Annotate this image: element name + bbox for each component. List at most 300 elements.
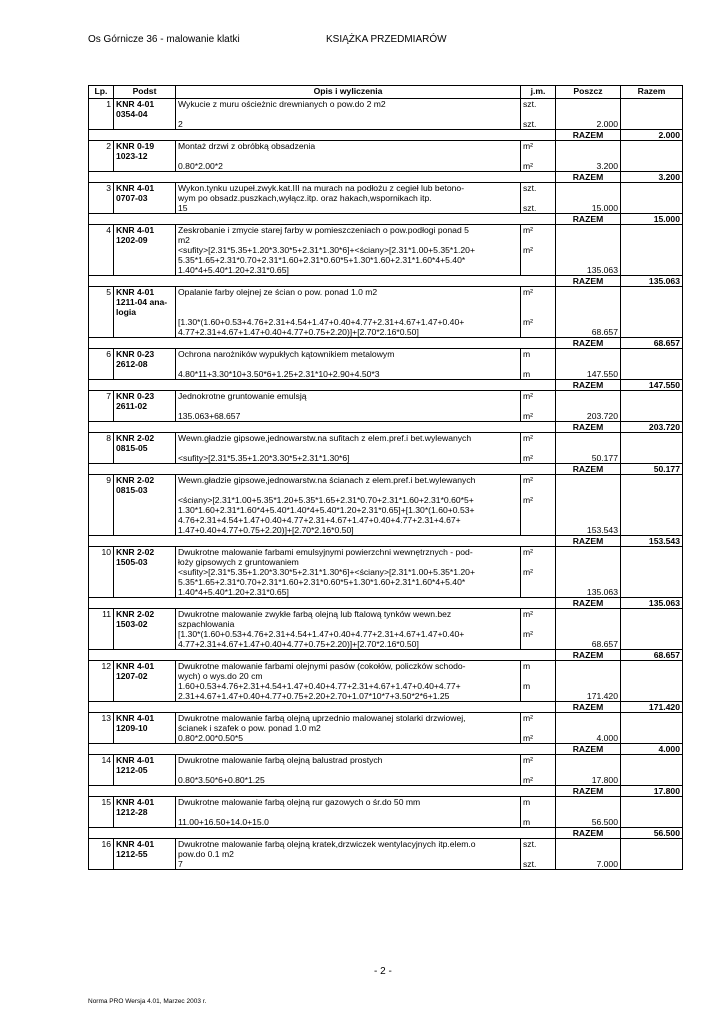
description-line: szpachlowania (178, 619, 235, 629)
item-total-empty (621, 225, 683, 276)
description-line: Dwukrotne malowanie farbą olejną kratek,drzwiczek wentylacyjnych itp.elem.o (178, 839, 476, 849)
item-description (176, 183, 521, 214)
item-number: 11 (89, 609, 114, 650)
description-line: 4.76+2.31+4.54+1.47+0.40+4.77+2.31+4.67+1.47+0.40+4.77+2.31+4.67+ (178, 515, 461, 525)
item-number: 8 (89, 433, 114, 464)
unit-line: m² (523, 547, 534, 557)
item-description (176, 349, 521, 380)
item-description (176, 433, 521, 464)
sum-value: 2.000 (621, 130, 683, 141)
description-line: 4.80*11+3.30*10+3.50*6+1.25+2.31*10+2.90+4.50*3 (178, 369, 380, 379)
sum-value: 15.000 (621, 214, 683, 225)
item-basis: KNR 2-02 1505-03 (114, 547, 176, 598)
item-quantity: 4.000 (556, 713, 621, 744)
table-row (89, 183, 683, 214)
col-header-opis: Opis i wyliczenia (176, 86, 521, 99)
unit-line: m (523, 369, 531, 379)
description-line: Wewn.gładzie gipsowe,jednowarstw.na ścianach z elem.pref.i bet.wylewanych (178, 475, 476, 485)
sum-spacer (89, 338, 556, 349)
item-quantity: 56.500 (556, 797, 621, 828)
item-description (176, 391, 521, 422)
description-line: Dwukrotne malowanie zwykłe farbą olejną lub ftalową tynków wewn.bez (178, 609, 452, 619)
sum-row (89, 422, 683, 433)
item-total-empty (621, 391, 683, 422)
description-line: 11.00+16.50+14.0+15.0 (178, 817, 269, 827)
sum-label: RAZEM (556, 744, 621, 755)
item-total-empty (621, 475, 683, 536)
table-body (89, 99, 683, 870)
item-quantity: 153.543 (556, 475, 621, 536)
description-line: Dwukrotne malowanie farbą olejną balustrad prostych (178, 755, 383, 765)
sum-spacer (89, 598, 556, 609)
unit-line (523, 443, 553, 453)
item-unit (521, 713, 556, 744)
item-number: 14 (89, 755, 114, 786)
table-row (89, 797, 683, 828)
item-number: 4 (89, 225, 114, 276)
unit-line (523, 307, 553, 317)
unit-line: m (523, 349, 531, 359)
description-line: 5.35*1.65+2.31*0.70+2.31*1.60+2.31*0.60*5+1.30*1.60+2.31*1.60*4+5.40* (178, 255, 466, 265)
item-quantity: 15.000 (556, 183, 621, 214)
sum-label: RAZEM (556, 214, 621, 225)
sum-value: 203.720 (621, 422, 683, 433)
description-line: [1.30*(1.60+0.53+4.76+2.31+4.54+1.47+0.40+4.77+2.31+4.67+1.47+0.40+ (178, 317, 465, 327)
description-line: 2.31+4.67+1.47+0.40+4.77+0.75+2.20+2.70+1.07*10*7+3.50*2*6+1.25 (178, 691, 450, 701)
sum-value: 68.657 (621, 650, 683, 661)
item-basis: KNR 4-01 1207-02 (114, 661, 176, 702)
item-total-empty (621, 99, 683, 130)
sum-spacer (89, 464, 556, 475)
sum-row (89, 744, 683, 755)
unit-line: m (523, 817, 531, 827)
unit-line: m (523, 681, 531, 691)
unit-line: m² (523, 161, 534, 171)
unit-line: szt. (523, 859, 537, 869)
unit-line: m² (523, 433, 534, 443)
sum-value: 135.063 (621, 598, 683, 609)
unit-line (523, 557, 553, 567)
description-line: 1.40*4+5.40*1.20+2.31*0.65] (178, 265, 289, 275)
item-number: 1 (89, 99, 114, 130)
sum-label: RAZEM (556, 130, 621, 141)
sum-label: RAZEM (556, 702, 621, 713)
table-row (89, 661, 683, 702)
description-line (178, 307, 518, 317)
sum-row (89, 172, 683, 183)
item-unit (521, 183, 556, 214)
item-quantity: 147.550 (556, 349, 621, 380)
unit-line (523, 619, 553, 629)
sum-label: RAZEM (556, 536, 621, 547)
sum-value: 17.800 (621, 786, 683, 797)
sum-row (89, 338, 683, 349)
item-unit (521, 661, 556, 702)
sum-row (89, 650, 683, 661)
col-header-podst: Podst (114, 86, 176, 99)
item-unit (521, 99, 556, 130)
description-line: 1.47+0.40+4.77+0.75+2.20)]+[2.70*2.16*0.50] (178, 525, 354, 535)
sum-label: RAZEM (556, 598, 621, 609)
sum-value: 171.420 (621, 702, 683, 713)
description-line: Wykon.tynku uzupeł.zwyk.kat.III na murach na podłożu z cegieł lub betono- (178, 183, 465, 193)
description-line: <sufity>[2.31*5.35+1.20*3.30*5+2.31*1.30*6]+<ściany>[2.31*1.00+5.35*1.20+ (178, 567, 475, 577)
unit-line (523, 265, 553, 275)
unit-line (523, 765, 553, 775)
item-quantity: 68.657 (556, 609, 621, 650)
sum-spacer (89, 702, 556, 713)
sum-label: RAZEM (556, 464, 621, 475)
description-line (178, 765, 518, 775)
sum-row (89, 214, 683, 225)
description-line: Opalanie farby olejnej ze ścian o pow. ponad 1.0 m2 (178, 287, 378, 297)
item-description (176, 141, 521, 172)
item-description (176, 661, 521, 702)
description-line (178, 443, 518, 453)
sum-value: 153.543 (621, 536, 683, 547)
item-basis: KNR 4-01 1212-28 (114, 797, 176, 828)
item-quantity: 7.000 (556, 839, 621, 870)
table-row (89, 391, 683, 422)
sum-spacer (89, 380, 556, 391)
item-number: 3 (89, 183, 114, 214)
description-line: 7 (178, 859, 183, 869)
description-line: Zeskrobanie i zmycie starej farby w pomieszczeniach o pow.podłogi ponad 5 (178, 225, 469, 235)
unit-line: szt. (523, 839, 537, 849)
item-basis: KNR 4-01 0354-04 (114, 99, 176, 130)
item-unit (521, 391, 556, 422)
description-line: <sufity>[2.31*5.35+1.20*3.30*5+2.31*1.30*6]+<ściany>[2.31*1.00+5.35*1.20+ (178, 245, 475, 255)
item-quantity: 2.000 (556, 99, 621, 130)
description-line (178, 359, 518, 369)
description-line: [1.30*(1.60+0.53+4.76+2.31+4.54+1.47+0.40+4.77+2.31+4.67+1.47+0.40+ (178, 629, 465, 639)
unit-line (523, 193, 553, 203)
description-line: Jednokrotne gruntowanie emulsją (178, 391, 307, 401)
table-row (89, 713, 683, 744)
description-line: ścianek i szafek o pow. ponad 1.0 m2 (178, 723, 321, 733)
item-number: 2 (89, 141, 114, 172)
item-quantity: 17.800 (556, 755, 621, 786)
unit-line (523, 401, 553, 411)
sum-spacer (89, 276, 556, 287)
unit-line (523, 525, 553, 535)
unit-line (523, 297, 553, 307)
description-line: Ochrona narożników wypukłych kątownikiem metalowym (178, 349, 395, 359)
table-row (89, 433, 683, 464)
unit-line: m² (523, 287, 534, 297)
description-line: 4.77+2.31+4.67+1.47+0.40+4.77+0.75+2.20)]+[2.70*2.16*0.50] (178, 639, 419, 649)
description-line: 0.80*2.00*0.50*5 (178, 733, 243, 743)
item-description (176, 225, 521, 276)
item-unit (521, 349, 556, 380)
table-header-row (89, 86, 683, 99)
sum-value: 68.657 (621, 338, 683, 349)
item-description (176, 287, 521, 338)
sum-label: RAZEM (556, 172, 621, 183)
item-basis: KNR 2-02 0815-03 (114, 475, 176, 536)
col-header-jm: j.m. (521, 86, 556, 99)
unit-line: szt. (523, 203, 537, 213)
item-basis: KNR 2-02 0815-05 (114, 433, 176, 464)
unit-line: szt. (523, 99, 537, 109)
item-unit (521, 839, 556, 870)
sum-spacer (89, 828, 556, 839)
sum-label: RAZEM (556, 786, 621, 797)
sum-label: RAZEM (556, 422, 621, 433)
unit-line (523, 359, 553, 369)
unit-line: m² (523, 411, 534, 421)
sum-value: 4.000 (621, 744, 683, 755)
description-line: wych) o wys.do 20 cm (178, 671, 263, 681)
item-basis: KNR 4-01 1212-55 (114, 839, 176, 870)
description-line: Wewn.gładzie gipsowe,jednowarstw.na sufitach z elem.pref.i bet.wylewanych (178, 433, 472, 443)
item-basis: KNR 4-01 1209-10 (114, 713, 176, 744)
description-line: <sufity>[2.31*5.35+1.20*3.30*5+2.31*1.30*6] (178, 453, 350, 463)
sum-spacer (89, 536, 556, 547)
sum-row (89, 536, 683, 547)
item-unit (521, 141, 556, 172)
sum-value: 56.500 (621, 828, 683, 839)
page-number: - 2 - (374, 966, 392, 977)
unit-line: m² (523, 453, 534, 463)
table-row (89, 547, 683, 598)
unit-line (523, 691, 553, 701)
sum-row (89, 702, 683, 713)
item-description (176, 755, 521, 786)
unit-line (523, 151, 553, 161)
sum-label: RAZEM (556, 650, 621, 661)
item-basis: KNR 4-01 1211-04 ana- logia (114, 287, 176, 338)
description-line: Dwukrotne malowanie farbą olejną uprzednio malowanej stolarki drzwiowej, (178, 713, 466, 723)
item-description (176, 99, 521, 130)
table-row (89, 141, 683, 172)
description-line: Dwukrotne malowanie farbami olejnymi pasów (cokołów, policzków schodo- (178, 661, 466, 671)
description-line: wym po obsadz.puszkach,wyłącz.itp. oraz hakach,wspornikach itp. (178, 193, 432, 203)
unit-line: m² (523, 475, 534, 485)
description-line (178, 297, 518, 307)
unit-line: szt. (523, 183, 537, 193)
description-line: m2 (178, 235, 190, 245)
sum-spacer (89, 172, 556, 183)
item-basis: KNR 0-23 2611-02 (114, 391, 176, 422)
item-unit (521, 475, 556, 536)
unit-line (523, 109, 553, 119)
unit-line (523, 671, 553, 681)
item-basis: KNR 2-02 1503-02 (114, 609, 176, 650)
item-description (176, 547, 521, 598)
description-line (178, 485, 518, 495)
unit-line: m (523, 661, 531, 671)
item-unit (521, 433, 556, 464)
sum-label: RAZEM (556, 380, 621, 391)
unit-line (523, 639, 553, 649)
estimate-table (88, 85, 683, 870)
description-line: 1.40*4+5.40*1.20+2.31*0.65] (178, 587, 289, 597)
col-header-razem: Razem (621, 86, 683, 99)
item-description (176, 475, 521, 536)
item-basis: KNR 0-23 2612-08 (114, 349, 176, 380)
item-number: 10 (89, 547, 114, 598)
description-line: <ściany>[2.31*1.00+5.35*1.20+5.35*1.65+2.31*0.70+2.31*1.60+2.31*0.60*5+ (178, 495, 474, 505)
unit-line: m² (523, 609, 534, 619)
unit-line (523, 577, 553, 587)
description-line: 135.063+68.657 (178, 411, 241, 421)
item-unit (521, 225, 556, 276)
item-quantity: 135.063 (556, 547, 621, 598)
description-line: łoży gipsowych z gruntowaniem (178, 557, 299, 567)
unit-line: m² (523, 629, 534, 639)
item-number: 5 (89, 287, 114, 338)
sum-spacer (89, 786, 556, 797)
item-basis: KNR 0-19 1023-12 (114, 141, 176, 172)
unit-line (523, 235, 553, 245)
unit-line: m² (523, 225, 534, 235)
description-line: Montaż drzwi z obróbką obsadzenia (178, 141, 316, 151)
sum-row (89, 130, 683, 141)
item-quantity: 68.657 (556, 287, 621, 338)
item-number: 13 (89, 713, 114, 744)
unit-line: m² (523, 245, 534, 255)
unit-line (523, 849, 553, 859)
item-description (176, 839, 521, 870)
description-line: 2 (178, 119, 183, 129)
unit-line: m² (523, 567, 534, 577)
unit-line: m² (523, 317, 534, 327)
unit-line (523, 515, 553, 525)
sum-row (89, 786, 683, 797)
table-row (89, 99, 683, 130)
table-row (89, 839, 683, 870)
item-quantity: 50.177 (556, 433, 621, 464)
item-number: 7 (89, 391, 114, 422)
sum-value: 50.177 (621, 464, 683, 475)
unit-line: m² (523, 391, 534, 401)
sum-label: RAZEM (556, 338, 621, 349)
unit-line: m² (523, 713, 534, 723)
unit-line: m² (523, 495, 534, 505)
item-description (176, 797, 521, 828)
sum-spacer (89, 422, 556, 433)
sum-value: 3.200 (621, 172, 683, 183)
sum-spacer (89, 130, 556, 141)
col-header-lp: Lp. (89, 86, 114, 99)
item-description (176, 609, 521, 650)
sum-spacer (89, 744, 556, 755)
section-title: KSIĄŻKA PRZEDMIARÓW (326, 34, 447, 45)
item-number: 16 (89, 839, 114, 870)
item-number: 9 (89, 475, 114, 536)
item-total-empty (621, 755, 683, 786)
unit-line (523, 807, 553, 817)
sum-row (89, 464, 683, 475)
description-line: 4.77+2.31+4.67+1.47+0.40+4.77+0.75+2.20)]+[2.70*2.16*0.50] (178, 327, 419, 337)
description-line: pow.do 0.1 m2 (178, 849, 234, 859)
sum-spacer (89, 214, 556, 225)
unit-line (523, 587, 553, 597)
item-total-empty (621, 661, 683, 702)
footer-note: Norma PRO Wersja 4.01, Marzec 2003 r. (88, 998, 207, 1005)
item-total-empty (621, 141, 683, 172)
table-row (89, 287, 683, 338)
col-header-poszcz: Poszcz (556, 86, 621, 99)
sum-value: 135.063 (621, 276, 683, 287)
item-description (176, 713, 521, 744)
description-line: 15 (178, 203, 188, 213)
unit-line: m² (523, 733, 534, 743)
item-quantity: 3.200 (556, 141, 621, 172)
item-total-empty (621, 349, 683, 380)
table-row (89, 475, 683, 536)
description-line: 5.35*1.65+2.31*0.70+2.31*1.60+2.31*0.60*5+1.30*1.60+2.31*1.60*4+5.40* (178, 577, 466, 587)
description-line (178, 401, 518, 411)
description-line (178, 109, 518, 119)
table-row (89, 225, 683, 276)
item-unit (521, 797, 556, 828)
item-total-empty (621, 797, 683, 828)
item-number: 6 (89, 349, 114, 380)
item-total-empty (621, 609, 683, 650)
description-line: 0.80*2.00*2 (178, 161, 223, 171)
item-quantity: 135.063 (556, 225, 621, 276)
item-number: 15 (89, 797, 114, 828)
item-basis: KNR 4-01 1212-05 (114, 755, 176, 786)
description-line: Dwukrotne malowanie farbami emulsyjnymi powierzchni wewnętrznych - pod- (178, 547, 473, 557)
sum-row (89, 380, 683, 391)
unit-line (523, 485, 553, 495)
description-line: Wykucie z muru ościeżnic drewnianych o pow.do 2 m2 (178, 99, 386, 109)
sum-label: RAZEM (556, 828, 621, 839)
document-title: Os Górnicze 36 - malowanie klatki (88, 34, 240, 45)
description-line (178, 151, 518, 161)
table-row (89, 349, 683, 380)
unit-line: m (523, 797, 531, 807)
table-row (89, 755, 683, 786)
table-row (89, 609, 683, 650)
item-total-empty (621, 839, 683, 870)
description-line: 1.30*1.60+2.31*1.60*4+5.40*1.40*4+5.40*1.20+2.31*0.65]+[1.30*(1.60+0.53+ (178, 505, 475, 515)
description-line: Dwukrotne malowanie farbą olejną rur gazowych o śr.do 50 mm (178, 797, 421, 807)
item-unit (521, 547, 556, 598)
unit-line: m² (523, 141, 534, 151)
sum-spacer (89, 650, 556, 661)
item-unit (521, 287, 556, 338)
unit-line (523, 505, 553, 515)
item-unit (521, 755, 556, 786)
item-basis: KNR 4-01 1202-09 (114, 225, 176, 276)
item-number: 12 (89, 661, 114, 702)
unit-line (523, 327, 553, 337)
unit-line (523, 723, 553, 733)
description-line: 1.60+0.53+4.76+2.31+4.54+1.47+0.40+4.77+2.31+4.67+1.47+0.40+4.77+ (178, 681, 461, 691)
unit-line (523, 255, 553, 265)
item-total-empty (621, 183, 683, 214)
item-total-empty (621, 433, 683, 464)
sum-row (89, 276, 683, 287)
unit-line: szt. (523, 119, 537, 129)
item-basis: KNR 4-01 0707-03 (114, 183, 176, 214)
sum-row (89, 598, 683, 609)
sum-value: 147.550 (621, 380, 683, 391)
description-line (178, 807, 518, 817)
unit-line: m² (523, 775, 534, 785)
item-quantity: 203.720 (556, 391, 621, 422)
sum-label: RAZEM (556, 276, 621, 287)
item-total-empty (621, 547, 683, 598)
description-line: 0.80*3.50*6+0.80*1.25 (178, 775, 265, 785)
item-quantity: 171.420 (556, 661, 621, 702)
item-total-empty (621, 287, 683, 338)
item-total-empty (621, 713, 683, 744)
